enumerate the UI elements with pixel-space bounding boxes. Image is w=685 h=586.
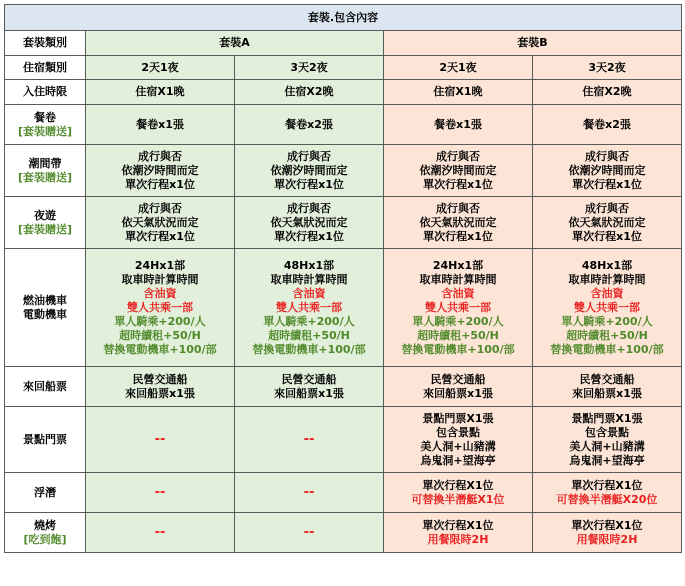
- bbq-b1: [384, 513, 533, 553]
- snorkel-a2: [235, 473, 384, 513]
- attraction-line3: 美人洞+山豬溝: [420, 439, 496, 453]
- moto-overtime: 超時續租+50/H: [566, 328, 648, 342]
- night-line1: 成行與否: [287, 201, 331, 215]
- snorkel-a1: [86, 473, 235, 513]
- stay-b1: 2天1夜: [384, 56, 533, 80]
- tidal-line3: 單次行程x1位: [423, 177, 493, 191]
- moto-fuel: 含油資: [590, 286, 624, 300]
- stay-b2: 3天2夜: [533, 56, 682, 80]
- checkin-b2: 住宿X2晚: [533, 80, 682, 105]
- moto-fuel: 含油資: [143, 286, 177, 300]
- empty-dash: --: [303, 524, 315, 540]
- snorkel-extra: 可替換半潛艇X1位: [411, 492, 505, 506]
- tidal-line3: 單次行程x1位: [125, 177, 195, 191]
- bbq-line1: 單次行程X1位: [571, 518, 643, 532]
- ferry-line2: 來回船票x1張: [423, 386, 493, 400]
- empty-dash: --: [303, 484, 315, 500]
- attraction-line2: 包含景點: [585, 425, 629, 439]
- night-line3: 單次行程x1位: [125, 229, 195, 243]
- night-line1: 成行與否: [138, 201, 182, 215]
- tidal-b2: [533, 145, 682, 197]
- attraction-b2: [533, 407, 682, 473]
- attraction-line4: 烏鬼洞+望海亭: [420, 453, 496, 467]
- moto-label-electric: 電動機車: [23, 307, 67, 321]
- snorkel-base: 單次行程X1位: [571, 478, 643, 492]
- moto-calc: 取車時計算時間: [270, 272, 348, 286]
- tidal-line1: 成行與否: [436, 149, 480, 163]
- moto-calc: 取車時計算時間: [568, 272, 646, 286]
- voucher-b1: 餐卷x1張: [384, 105, 533, 145]
- moto-calc: 取車時計算時間: [419, 272, 497, 286]
- tidal-gift-note: [套裝贈送]: [17, 170, 73, 184]
- moto-duration: 48Hx1部: [283, 258, 335, 272]
- attraction-line2: 包含景點: [436, 425, 480, 439]
- voucher-b2: 餐卷x2張: [533, 105, 682, 145]
- moto-single: 單人騎乘+200/人: [412, 314, 504, 328]
- empty-dash: --: [154, 431, 166, 447]
- table-title: 套裝.包含內容: [5, 5, 682, 31]
- tidal-line2: 依潮汐時間而定: [568, 163, 646, 177]
- ferry-line2: 來回船票x1張: [572, 386, 642, 400]
- moto-single: 單人騎乘+200/人: [263, 314, 355, 328]
- moto-electric: 替換電動機車+100/部: [401, 342, 515, 356]
- moto-double: 雙人共乘一部: [574, 300, 640, 314]
- snorkel-b1: [384, 473, 533, 513]
- moto-duration: 24Hx1部: [432, 258, 484, 272]
- ferry-line1: 民營交通船: [281, 372, 337, 386]
- stay-a2: 3天2夜: [235, 56, 384, 80]
- attraction-line1: 景點門票X1張: [571, 411, 643, 425]
- moto-duration: 24Hx1部: [134, 258, 186, 272]
- stay-a1: 2天1夜: [86, 56, 235, 80]
- night-line2: 依天氣狀況而定: [270, 215, 348, 229]
- package-type-label: 套裝類別: [5, 31, 86, 56]
- attraction-line4: 烏鬼洞+望海亭: [569, 453, 645, 467]
- bbq-note: [吃到飽]: [23, 532, 67, 546]
- package-contents-table: [4, 4, 682, 553]
- moto-single: 單人騎乘+200/人: [114, 314, 206, 328]
- moto-electric: 替換電動機車+100/部: [550, 342, 664, 356]
- bbq-line1: 單次行程X1位: [422, 518, 494, 532]
- tidal-line1: 成行與否: [287, 149, 331, 163]
- night-line2: 依天氣狀況而定: [121, 215, 199, 229]
- ferry-a2: [235, 367, 384, 407]
- tidal-line1: 成行與否: [585, 149, 629, 163]
- checkin-label: 入住時限: [5, 80, 86, 105]
- bbq-label: 燒烤: [34, 518, 56, 532]
- bbq-b2: [533, 513, 682, 553]
- empty-dash: --: [154, 484, 166, 500]
- moto-label-cell: [5, 249, 86, 367]
- night-a1: [86, 197, 235, 249]
- package-b-header: 套裝B: [384, 31, 682, 56]
- night-b2: [533, 197, 682, 249]
- bbq-a1: [86, 513, 235, 553]
- night-line3: 單次行程x1位: [423, 229, 493, 243]
- tidal-line3: 單次行程x1位: [274, 177, 344, 191]
- package-a-header: 套裝A: [86, 31, 384, 56]
- ferry-line2: 來回船票x1張: [125, 386, 195, 400]
- voucher-label-cell: [5, 105, 86, 145]
- moto-electric: 替換電動機車+100/部: [103, 342, 217, 356]
- night-gift-note: [套裝贈送]: [17, 222, 73, 236]
- bbq-a2: [235, 513, 384, 553]
- tidal-a2: [235, 145, 384, 197]
- ferry-b1: [384, 367, 533, 407]
- tidal-line2: 依潮汐時間而定: [419, 163, 497, 177]
- tidal-a1: [86, 145, 235, 197]
- moto-electric: 替換電動機車+100/部: [252, 342, 366, 356]
- night-line3: 單次行程x1位: [274, 229, 344, 243]
- attraction-line1: 景點門票X1張: [422, 411, 494, 425]
- moto-single: 單人騎乘+200/人: [561, 314, 653, 328]
- checkin-b1: 住宿X1晚: [384, 80, 533, 105]
- moto-a2: [235, 249, 384, 367]
- night-b1: [384, 197, 533, 249]
- empty-dash: --: [303, 431, 315, 447]
- ferry-line1: 民營交通船: [579, 372, 635, 386]
- moto-double: 雙人共乘一部: [127, 300, 193, 314]
- night-line2: 依天氣狀況而定: [568, 215, 646, 229]
- snorkel-base: 單次行程X1位: [422, 478, 494, 492]
- moto-a1: [86, 249, 235, 367]
- night-line2: 依天氣狀況而定: [419, 215, 497, 229]
- attraction-a2: [235, 407, 384, 473]
- moto-double: 雙人共乘一部: [276, 300, 342, 314]
- attraction-line3: 美人洞+山豬溝: [569, 439, 645, 453]
- attraction-a1: [86, 407, 235, 473]
- bbq-line2: 用餐限時2H: [427, 532, 489, 546]
- night-a2: [235, 197, 384, 249]
- moto-label-fuel: 燃油機車: [23, 293, 67, 307]
- voucher-a1: 餐卷x1張: [86, 105, 235, 145]
- tidal-line1: 成行與否: [138, 149, 182, 163]
- tidal-label: 潮間帶: [28, 156, 62, 170]
- checkin-a1: 住宿X1晚: [86, 80, 235, 105]
- snorkel-label: 浮潛: [5, 473, 86, 513]
- checkin-a2: 住宿X2晚: [235, 80, 384, 105]
- tidal-label-cell: [5, 145, 86, 197]
- night-label: 夜遊: [34, 208, 56, 222]
- moto-fuel: 含油資: [292, 286, 326, 300]
- moto-overtime: 超時續租+50/H: [268, 328, 350, 342]
- tidal-b1: [384, 145, 533, 197]
- night-line1: 成行與否: [436, 201, 480, 215]
- tidal-line2: 依潮汐時間而定: [121, 163, 199, 177]
- night-line3: 單次行程x1位: [572, 229, 642, 243]
- voucher-a2: 餐卷x2張: [235, 105, 384, 145]
- moto-overtime: 超時續租+50/H: [119, 328, 201, 342]
- moto-fuel: 含油資: [441, 286, 475, 300]
- ferry-line1: 民營交通船: [132, 372, 188, 386]
- empty-dash: --: [154, 524, 166, 540]
- ferry-b2: [533, 367, 682, 407]
- night-label-cell: [5, 197, 86, 249]
- night-line1: 成行與否: [585, 201, 629, 215]
- ferry-label: 來回船票: [5, 367, 86, 407]
- ferry-a1: [86, 367, 235, 407]
- moto-double: 雙人共乘一部: [425, 300, 491, 314]
- stay-type-label: 住宿類別: [5, 56, 86, 80]
- moto-b2: [533, 249, 682, 367]
- voucher-label: 餐卷: [34, 110, 56, 124]
- bbq-label-cell: [5, 513, 86, 553]
- ferry-line2: 來回船票x1張: [274, 386, 344, 400]
- ferry-line1: 民營交通船: [430, 372, 486, 386]
- snorkel-extra: 可替換半潛艇X20位: [556, 492, 658, 506]
- bbq-line2: 用餐限時2H: [576, 532, 638, 546]
- attraction-b1: [384, 407, 533, 473]
- tidal-line2: 依潮汐時間而定: [270, 163, 348, 177]
- tidal-line3: 單次行程x1位: [572, 177, 642, 191]
- snorkel-b2: [533, 473, 682, 513]
- moto-duration: 48Hx1部: [581, 258, 633, 272]
- moto-calc: 取車時計算時間: [121, 272, 199, 286]
- voucher-gift-note: [套裝贈送]: [17, 124, 73, 138]
- attraction-label: 景點門票: [5, 407, 86, 473]
- moto-overtime: 超時續租+50/H: [417, 328, 499, 342]
- moto-b1: [384, 249, 533, 367]
